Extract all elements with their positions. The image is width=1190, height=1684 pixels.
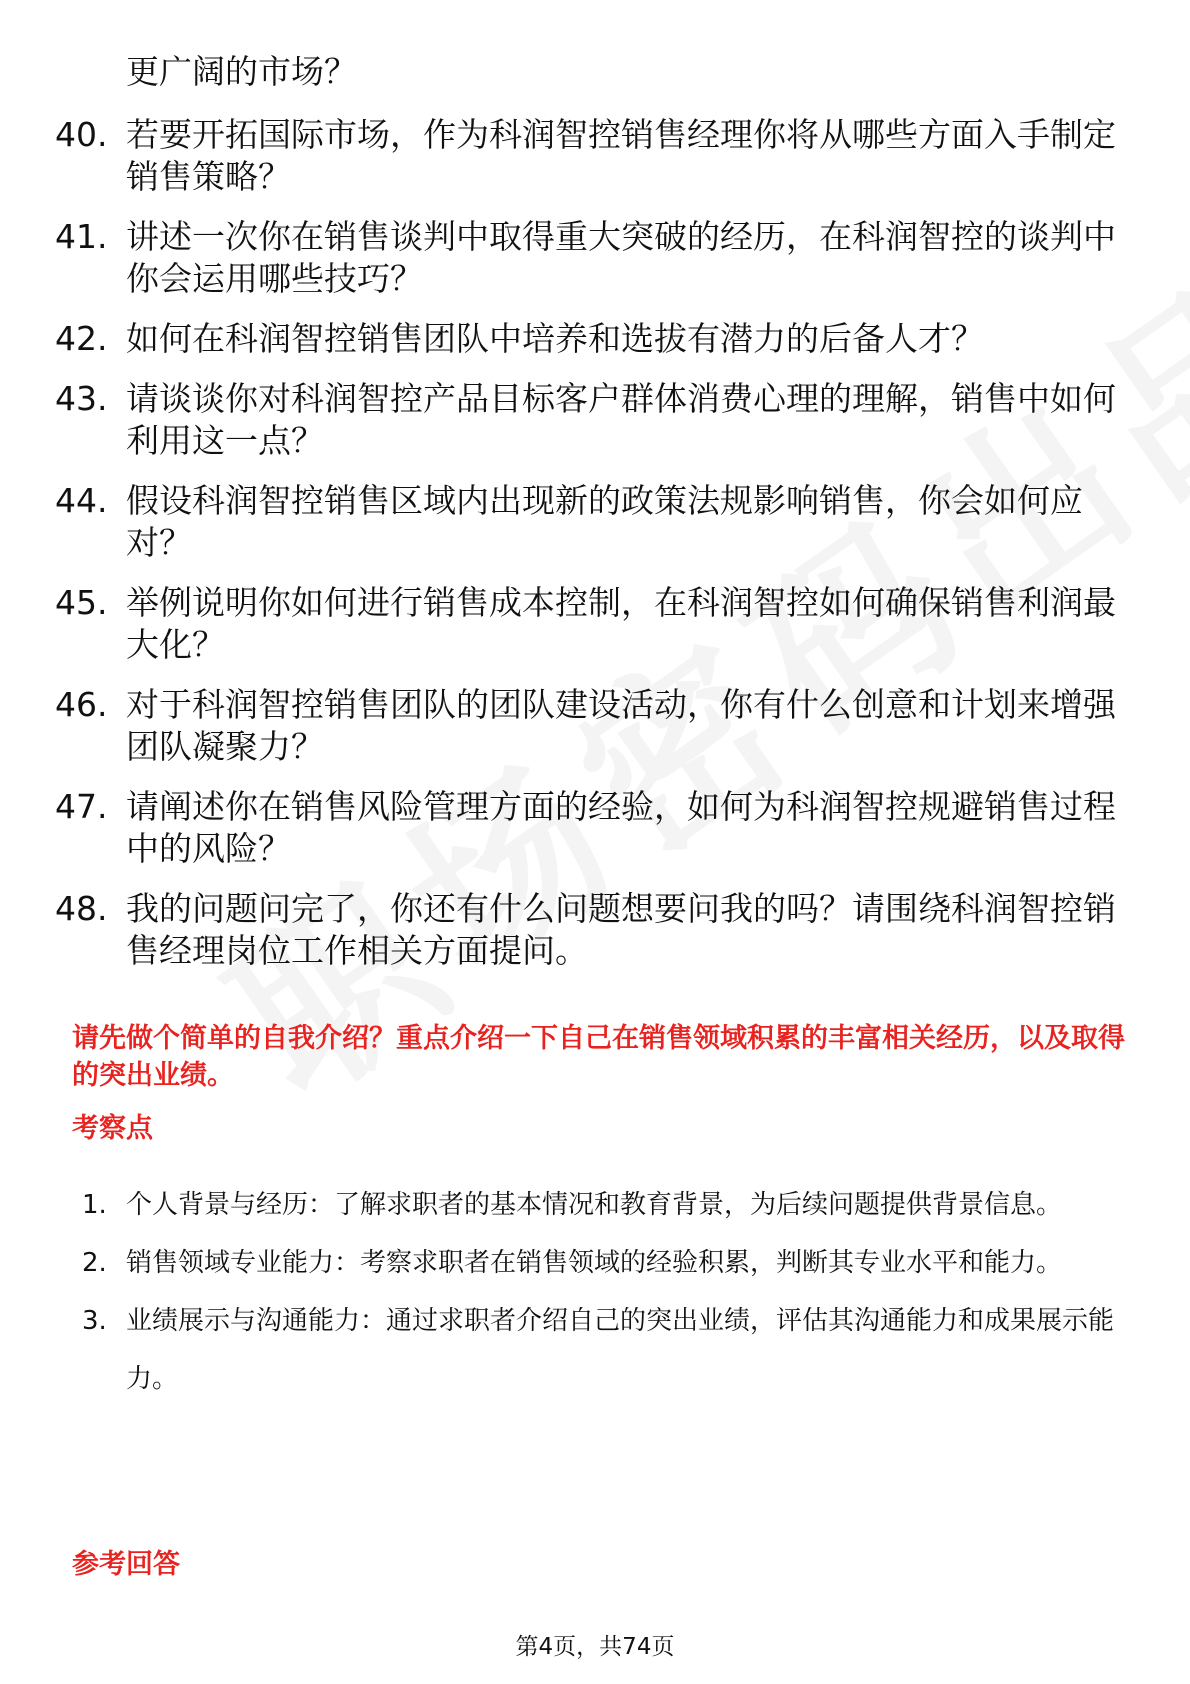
question-list (55, 114, 1135, 990)
focus-point-number: 3. (82, 1306, 107, 1336)
question-text: 举例说明你如何进行销售成本控制，在科润智控如何确保销售利润最大化？ (126, 583, 1116, 664)
focus-point-text: 销售领域专业能力：考察求职者在销售领域的经验积累，判断其专业水平和能力。 (126, 1248, 1063, 1278)
question-item (55, 786, 1135, 870)
focus-point-number: 1. (82, 1190, 107, 1220)
question-number: 40. (55, 115, 108, 154)
focus-point-text: 个人背景与经历：了解求职者的基本情况和教育背景，为后续问题提供背景信息。 (126, 1190, 1063, 1220)
question-item (55, 582, 1135, 666)
focus-point-item (82, 1292, 1132, 1408)
focus-section-title: 考察点 (72, 1113, 153, 1144)
question-item (55, 114, 1135, 198)
focus-point-text: 业绩展示与沟通能力：通过求职者介绍自己的突出业绩，评估其沟通能力和成果展示能力。 (126, 1306, 1115, 1394)
interview-question-headline: 请先做个简单的自我介绍？重点介绍一下自己在销售领域积累的丰富相关经历，以及取得的突出业绩。 (72, 1023, 1125, 1091)
answer-section-title: 参考回答 (72, 1549, 180, 1580)
question-number: 45. (55, 583, 108, 622)
question-number: 41. (55, 217, 108, 256)
focus-point-item (82, 1176, 1132, 1234)
question-text: 假设科润智控销售区域内出现新的政策法规影响销售，你会如何应对？ (126, 481, 1083, 562)
question-item (55, 318, 1135, 360)
question-item (55, 378, 1135, 462)
focus-point-number: 2. (82, 1248, 107, 1278)
question-number: 48. (55, 889, 108, 928)
question-number: 44. (55, 481, 108, 520)
question-text: 请谈谈你对科润智控产品目标客户群体消费心理的理解，销售中如何利用这一点？ (126, 379, 1116, 460)
question-text: 讲述一次你在销售谈判中取得重大突破的经历，在科润智控的谈判中你会运用哪些技巧？ (126, 217, 1116, 298)
page-footer: 第4页，共74页 (515, 1634, 675, 1660)
question-item (55, 216, 1135, 300)
question-number: 43. (55, 379, 108, 418)
question-number: 46. (55, 685, 108, 724)
question-item (55, 888, 1135, 972)
question-item (55, 480, 1135, 564)
question-number: 47. (55, 787, 108, 826)
question-text: 如何在科润智控销售团队中培养和选拔有潜力的后备人才？ (126, 319, 984, 358)
question-item (55, 684, 1135, 768)
continued-question-text: 更广阔的市场？ (126, 52, 357, 91)
question-text: 对于科润智控销售团队的团队建设活动，你有什么创意和计划来增强团队凝聚力？ (126, 685, 1116, 766)
focus-point-list (82, 1176, 1132, 1408)
question-text: 请阐述你在销售风险管理方面的经验，如何为科润智控规避销售过程中的风险？ (126, 787, 1116, 868)
question-text: 若要开拓国际市场，作为科润智控销售经理你将从哪些方面入手制定销售策略？ (126, 115, 1116, 196)
question-number: 42. (55, 319, 108, 358)
question-text: 我的问题问完了，你还有什么问题想要问我的吗？请围绕科润智控销售经理岗位工作相关方面提问。 (126, 889, 1116, 970)
focus-point-item (82, 1234, 1132, 1292)
